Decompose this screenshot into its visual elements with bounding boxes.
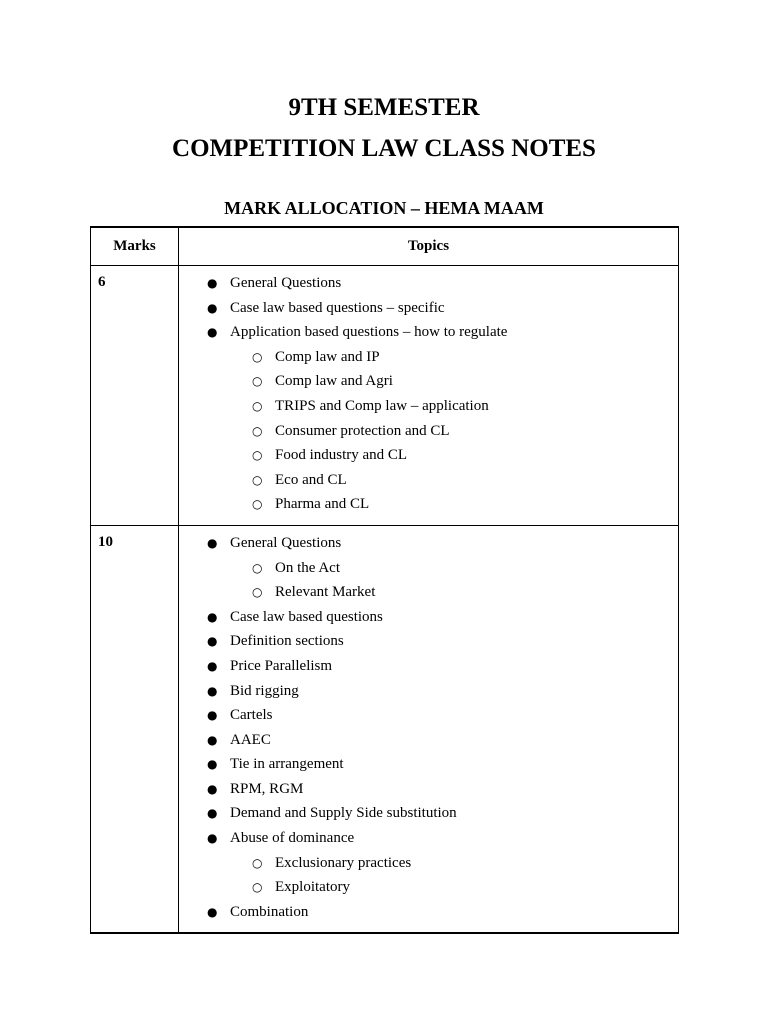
topic-item: ● AAEC xyxy=(179,728,678,753)
sub-topic-item: ○ TRIPS and Comp law – application xyxy=(179,394,678,419)
header-marks: Marks xyxy=(91,227,179,266)
table-row xyxy=(91,525,679,933)
topics-cell xyxy=(179,525,679,933)
topic-item: ● Case law based questions – specific xyxy=(179,296,678,321)
sub-topic-item: ○ Consumer protection and CL xyxy=(179,419,678,444)
marks-cell: 6 xyxy=(91,266,179,526)
topic-item: ● Demand and Supply Side substitution xyxy=(179,801,678,826)
topics-list xyxy=(179,271,678,517)
topic-item: ● RPM, RGM xyxy=(179,777,678,802)
sub-topic-item: ○ Exclusionary practices xyxy=(179,851,678,876)
topic-item: ● General Questions xyxy=(179,271,678,296)
sub-topic-item: ○ Exploitatory xyxy=(179,875,678,900)
topic-item: ● Cartels xyxy=(179,703,678,728)
topic-item: ● Combination xyxy=(179,900,678,925)
topic-item: ● Abuse of dominance xyxy=(179,826,678,851)
topic-item: ● General Questions xyxy=(179,531,678,556)
document-title-line2: COMPETITION LAW CLASS NOTES xyxy=(172,135,596,162)
topic-item: ● Tie in arrangement xyxy=(179,752,678,777)
sub-topic-item: ○ Relevant Market xyxy=(179,580,678,605)
topic-item: ● Application based questions – how to regulate xyxy=(179,320,678,345)
document-title-line1: 9TH SEMESTER xyxy=(288,94,480,121)
sub-topic-item: ○ Comp law and Agri xyxy=(179,369,678,394)
sub-topic-item: ○ Food industry and CL xyxy=(179,443,678,468)
sub-topic-item: ○ Eco and CL xyxy=(179,468,678,493)
marks-cell: 10 xyxy=(91,525,179,933)
sub-topic-item: ○ On the Act xyxy=(179,556,678,581)
topic-item: ● Case law based questions xyxy=(179,605,678,630)
topics-list xyxy=(179,531,678,925)
sub-topic-item: ○ Comp law and IP xyxy=(179,345,678,370)
header-topics: Topics xyxy=(179,227,679,266)
mark-allocation-table xyxy=(90,226,679,934)
topics-cell xyxy=(179,266,679,526)
topic-item: ● Definition sections xyxy=(179,629,678,654)
document-subtitle: MARK ALLOCATION – HEMA MAAM xyxy=(224,198,544,218)
table-row xyxy=(91,266,679,526)
sub-topic-item: ○ Pharma and CL xyxy=(179,492,678,517)
topic-item: ● Price Parallelism xyxy=(179,654,678,679)
table-header-row xyxy=(91,227,679,266)
topic-item: ● Bid rigging xyxy=(179,679,678,704)
